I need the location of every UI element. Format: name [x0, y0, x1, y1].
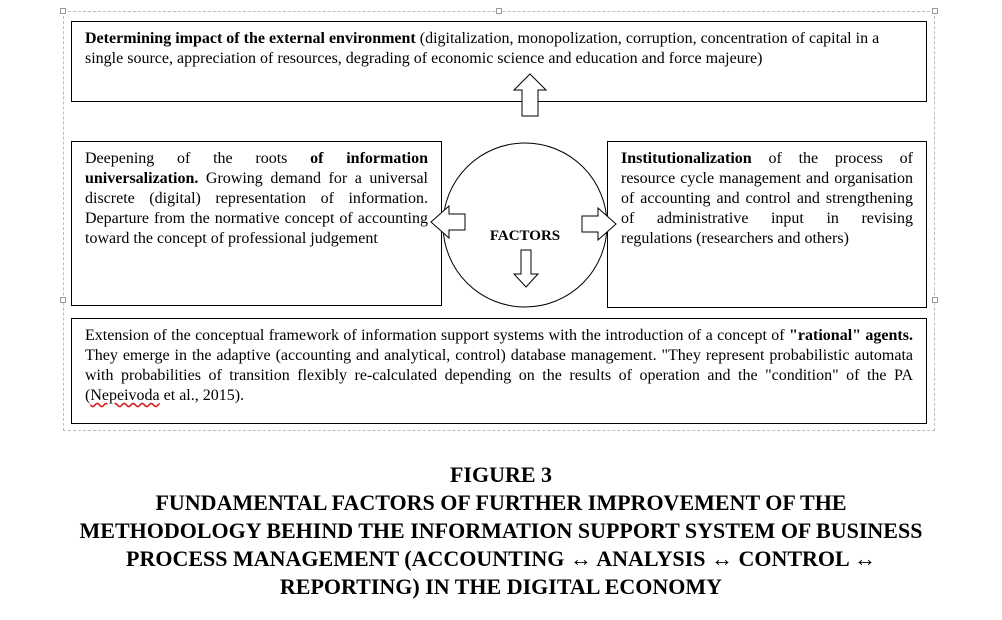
rational-agents-text: They emerge in the adaptive (accounting and analytical, control) database management. "They represent probabilistic automata with probabilities of transition flexibly re-calculated depending on the results of operation and the "condition" of the PA (	[85, 347, 913, 404]
figure-title-line-3: PROCESS MANAGEMENT (ACCOUNTING ↔ ANALYSIS ↔ CONTROL ↔	[126, 546, 876, 571]
external-environment-text: (digitalization, monopolization, corruption, concentration of capital in a single source, appreciation of resources, degrading of economic science and education and force majeure)	[85, 30, 880, 67]
factors-label: FACTORS	[489, 228, 561, 244]
rational-agents-heading: "rational" agents.	[789, 327, 913, 344]
citation-author: Nepeivoda	[90, 387, 160, 404]
citation-tail: et al., 2015).	[159, 387, 245, 404]
institutionalization-text: of the process of resource cycle management and organisation of accounting and control and strengthening of administrative input in revising regulations (researchers and others)	[621, 150, 913, 247]
arrow-up-icon	[514, 74, 546, 116]
institutionalization-heading: Institutionalization	[621, 150, 752, 167]
information-universalization-lead: Deepening of the roots	[85, 150, 311, 167]
information-universalization-heading: of information universalization.	[85, 150, 428, 187]
figure-caption	[0, 461, 1002, 601]
figure-title-line-2: METHODOLOGY BEHIND THE INFORMATION SUPPORT SYSTEM OF BUSINESS	[79, 518, 923, 543]
rational-agents-lead: Extension of the conceptual framework of information support systems with the introduction of a concept of	[85, 327, 790, 344]
figure-title-line-1: FUNDAMENTAL FACTORS OF FURTHER IMPROVEMENT OF THE	[155, 490, 847, 515]
figure-number: FIGURE 3	[449, 462, 553, 487]
external-environment-heading: Determining impact of the external environment	[85, 30, 416, 47]
figure-title-line-4: REPORTING) IN THE DIGITAL ECONOMY	[279, 574, 723, 599]
information-universalization-text: Growing demand for a universal discrete (digital) representation of information. Departure from the normative concept of accounting toward the concept of professional judgement	[85, 170, 428, 247]
